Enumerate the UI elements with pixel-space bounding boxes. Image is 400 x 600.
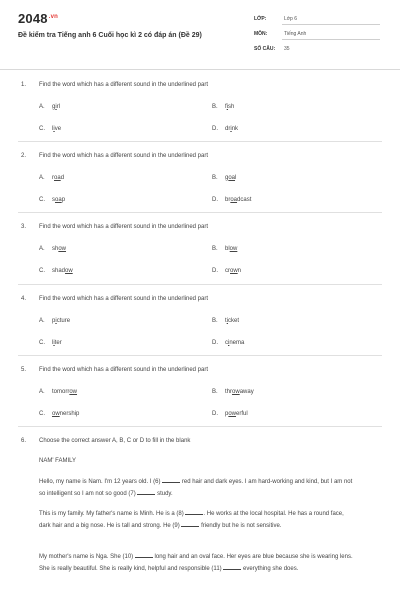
blank[interactable] bbox=[181, 520, 199, 527]
divider bbox=[282, 39, 380, 40]
divider bbox=[18, 284, 382, 285]
option-d[interactable]: D. drink bbox=[212, 126, 239, 132]
logo-suffix: .vn bbox=[48, 13, 59, 20]
option-a[interactable]: A. tomorrow bbox=[39, 389, 78, 395]
passage-paragraph: Hello, my name is Nam. I'm 12 years old. I (6) red hair and dark eyes. I am hard-working and kind, but I am not so intelligent so I am not so good (7) study. bbox=[39, 476, 357, 500]
passage-paragraph: My mother's name is Nga. She (10) long hair and an oval face. Her eyes are blue because she is wearing lens. She is really beautiful. She is really kind, helpful and responsible (11) everything she does. bbox=[39, 551, 357, 575]
question-number: 6. bbox=[21, 438, 27, 444]
question-prompt: Find the word which has a different sound in the underlined part bbox=[39, 153, 208, 159]
question-prompt: Find the word which has a different sound in the underlined part bbox=[39, 82, 208, 88]
option-d[interactable]: D. crown bbox=[212, 268, 242, 274]
document-title: Đề kiểm tra Tiếng anh 6 Cuối học kì 2 có đáp án (Đề 29) bbox=[18, 32, 202, 39]
passage-paragraph: This is my family. My father's name is Minh. He is a (8) . He works at the local hospital. He has a round face, dark hair and a big nose. He is tall and strong. He (9) friendly but he is not sensitive. bbox=[39, 508, 357, 532]
option-c[interactable]: C. shadow bbox=[39, 268, 73, 274]
option-a[interactable]: A. show bbox=[39, 246, 67, 252]
option-d[interactable]: D. powerful bbox=[212, 411, 248, 417]
question-prompt: Find the word which has a different sound in the underlined part bbox=[39, 367, 208, 373]
option-b[interactable]: B. ticket bbox=[212, 318, 240, 324]
option-a[interactable]: A. girl bbox=[39, 104, 61, 110]
count-value: 35 bbox=[284, 46, 290, 52]
subject-value: Tiếng Anh bbox=[284, 31, 307, 37]
option-b[interactable]: B. throwaway bbox=[212, 389, 254, 395]
divider bbox=[18, 212, 382, 213]
option-a[interactable]: A. road bbox=[39, 175, 65, 181]
question-prompt: Choose the correct answer A, B, C or D to fill in the blank bbox=[39, 438, 191, 444]
blank[interactable] bbox=[162, 476, 180, 483]
site-logo[interactable] bbox=[18, 11, 58, 26]
option-b[interactable]: B. fish bbox=[212, 104, 235, 110]
option-c[interactable]: C. soap bbox=[39, 197, 66, 203]
blank[interactable] bbox=[223, 563, 241, 570]
question-number: 5. bbox=[21, 367, 27, 373]
class-label: LỚP: bbox=[254, 16, 267, 22]
passage-heading: NAM' FAMILY bbox=[39, 458, 77, 464]
question-number: 2. bbox=[21, 153, 27, 159]
option-a[interactable]: A. picture bbox=[39, 318, 71, 324]
option-b[interactable]: B. blow bbox=[212, 246, 238, 252]
header-divider bbox=[0, 69, 400, 70]
option-c[interactable]: C. live bbox=[39, 126, 62, 132]
blank[interactable] bbox=[137, 488, 155, 495]
option-c[interactable]: C. ownership bbox=[39, 411, 80, 417]
logo-text: 2048 bbox=[18, 11, 48, 26]
blank[interactable] bbox=[135, 551, 153, 558]
option-d[interactable]: D. broadcast bbox=[212, 197, 252, 203]
option-d[interactable]: D. cinema bbox=[212, 340, 245, 346]
class-value: Lớp 6 bbox=[284, 16, 298, 22]
count-label: SỐ CÂU: bbox=[254, 46, 276, 52]
blank[interactable] bbox=[185, 508, 203, 515]
question-number: 3. bbox=[21, 224, 27, 230]
divider bbox=[18, 355, 382, 356]
question-number: 4. bbox=[21, 296, 27, 302]
divider bbox=[18, 141, 382, 142]
subject-label: MÔN: bbox=[254, 31, 268, 37]
option-c[interactable]: C. liter bbox=[39, 340, 62, 346]
question-prompt: Find the word which has a different sound in the underlined part bbox=[39, 296, 208, 302]
divider bbox=[282, 24, 380, 25]
divider bbox=[18, 426, 382, 427]
option-b[interactable]: B. goal bbox=[212, 175, 237, 181]
question-prompt: Find the word which has a different sound in the underlined part bbox=[39, 224, 208, 230]
question-number: 1. bbox=[21, 82, 27, 88]
